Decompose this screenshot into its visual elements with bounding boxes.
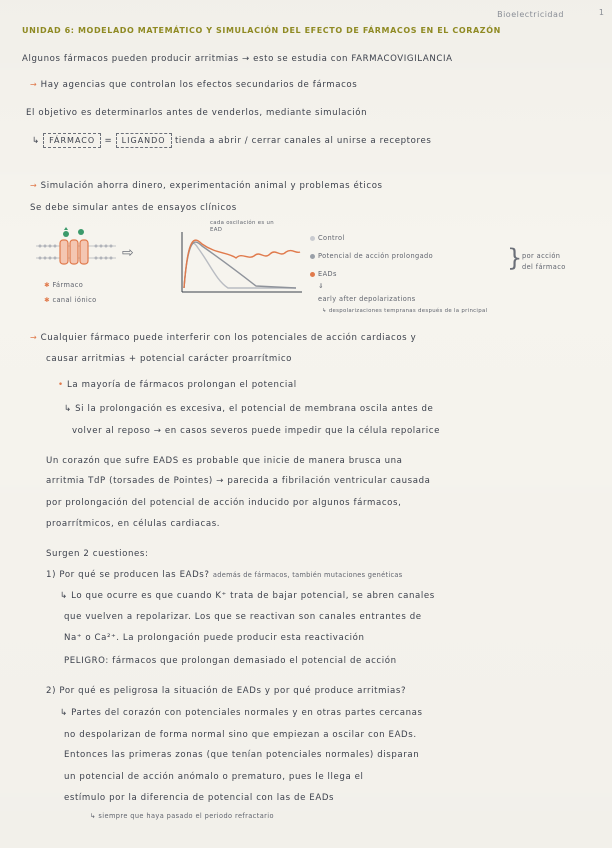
p2-line-1 — [58, 380, 297, 390]
ead-annotation: cada oscilación es un EAD — [210, 220, 274, 233]
action-potential-graph — [176, 230, 306, 296]
legend-control-text: Control — [318, 234, 345, 242]
control-curve — [184, 243, 296, 288]
p1-line-1 — [30, 333, 416, 343]
legend-prolongado — [310, 252, 433, 260]
legend-canal — [44, 296, 97, 304]
q2-answer-2: no despolarizan de forma normal sino que empiezan a oscilar con EADs. — [64, 730, 417, 740]
prolonged-curve — [184, 242, 296, 288]
early-note: ↳ despolarizaciones tempranas después de la principal — [322, 308, 488, 314]
legend-canal-text: canal iónico — [52, 296, 97, 304]
farmaco-box: FÁRMACO — [43, 133, 101, 148]
ligando-box: LIGANDO — [116, 133, 172, 148]
p3-line-4: proarrítmicos, en células cardiacas. — [46, 519, 221, 529]
unit-title: UNIDAD 6: MODELADO MATEMÁTICO Y SIMULACIÓN DEL EFECTO DE FÁRMACOS EN EL CORAZÓN — [22, 26, 501, 35]
early-label: early after depolarizations — [318, 295, 416, 303]
p3-line-3: por prolongación del potencial de acción inducido por algunos fármacos, — [46, 498, 402, 508]
brace-icon: } — [507, 244, 523, 272]
farmaco-line-rest: tienda a abrir / cerrar canales al unirse a receptores — [174, 136, 432, 146]
legend-farmaco-text: Fármaco — [52, 281, 84, 289]
q1-answer-2: que vuelven a repolarizar. Los que se reactivan son canales entrantes de — [64, 612, 422, 622]
bracket-label-1: por acción — [522, 252, 561, 260]
intro-line-2 — [30, 80, 357, 90]
question-1-note: además de fármacos, también mutaciones genéticas — [212, 571, 403, 579]
bullet-arrow-icon: → — [30, 181, 38, 190]
q1-answer-3: Na⁺ o Ca²⁺. La prolongación puede producir esta reactivación — [64, 633, 365, 643]
q2-answer-4: un potencial de acción anómalo o prematuro, pues le llega el — [64, 772, 364, 782]
prolonged-legend-icon — [310, 254, 315, 259]
simulation-line-1-text: Simulación ahorra dinero, experimentación animal y problemas éticos — [40, 181, 383, 191]
legend-prolongado-text: Potencial de acción prolongado — [318, 252, 434, 260]
equals-sign: = — [104, 136, 113, 146]
simulation-line-1 — [30, 181, 383, 191]
bullet-arrow-icon: → — [30, 80, 38, 89]
sub-arrow-icon: ↳ — [32, 136, 40, 146]
q2-answer-6: ↳ siempre que haya pasado el periodo refractario — [90, 812, 274, 820]
page-number: 1 — [598, 8, 604, 17]
q2-answer-1: ↳ Partes del corazón con potenciales normales y en otras partes cercanas — [60, 708, 423, 718]
questions-intro: Surgen 2 cuestiones: — [46, 549, 149, 559]
legend-farmaco — [44, 281, 83, 289]
q2-answer-3: Entonces las primeras zonas (que tenían potenciales normales) disparan — [64, 750, 420, 760]
drug-legend-icon: ✱ — [44, 281, 50, 289]
p3-line-1: Un corazón que sufre EADS es probable que inicie de manera brusca una — [46, 456, 403, 466]
eads-legend-icon — [310, 272, 315, 277]
simulation-line-2: Se debe simular antes de ensayos clínicos — [30, 203, 237, 213]
drug-molecule-icon — [63, 231, 69, 237]
p1-line-2: causar arritmias + potencial carácter proarrítmico — [46, 354, 293, 364]
double-arrow-icon: ⇨ — [122, 245, 134, 261]
down-double-arrow-icon: ⇓ — [318, 282, 324, 290]
bullet-arrow-icon: → — [30, 333, 38, 342]
p2-line-3: volver al reposo → en casos severos puede impedir que la célula repolarice — [72, 426, 440, 436]
intro-line-3: El objetivo es determinarlos antes de venderlos, mediante simulación — [26, 108, 368, 118]
control-legend-icon — [310, 236, 315, 241]
question-2: 2) Por qué es peligrosa la situación de EADs y por qué produce arritmias? — [46, 686, 407, 696]
membrane-diagram — [36, 224, 116, 268]
p3-line-2: arritmia TdP (torsades de Pointes) → parecida a fibrilación ventricular causada — [46, 476, 431, 486]
channel-legend-icon: ✱ — [44, 296, 50, 304]
question-1 — [46, 570, 403, 580]
farmaco-ligando-row — [32, 133, 431, 148]
legend-eads — [310, 270, 337, 278]
legend-control — [310, 234, 345, 242]
p2-line-2: ↳ Si la prolongación es excesiva, el potencial de membrana oscila antes de — [64, 404, 434, 414]
ead-curve — [184, 240, 300, 288]
question-1-text: 1) Por qué se producen las EADs? — [46, 570, 210, 580]
intro-line-2-text: Hay agencias que controlan los efectos secundarios de fármacos — [40, 80, 358, 90]
subject-label: Bioelectricidad — [497, 10, 564, 19]
p2-line-1-text: La mayoría de fármacos prolongan el potencial — [67, 380, 297, 390]
q1-answer-4: PELIGRO: fármacos que prolongan demasiado el potencial de acción — [64, 656, 397, 666]
bullet-dot-icon: • — [58, 380, 64, 390]
q2-answer-5: estímulo por la diferencia de potencial con las de EADs — [64, 793, 335, 803]
intro-line-1: Algunos fármacos pueden producir arritmias → esto se estudia con FARMACOVIGILANCIA — [22, 54, 453, 64]
q1-answer-1: ↳ Lo que ocurre es que cuando K⁺ trata de bajar potencial, se abren canales — [60, 591, 435, 601]
p1-line-1-text: Cualquier fármaco puede interferir con los potenciales de acción cardiacos y — [40, 333, 417, 343]
bracket-label-2: del fármaco — [522, 263, 566, 271]
legend-eads-text: EADs — [318, 270, 337, 278]
